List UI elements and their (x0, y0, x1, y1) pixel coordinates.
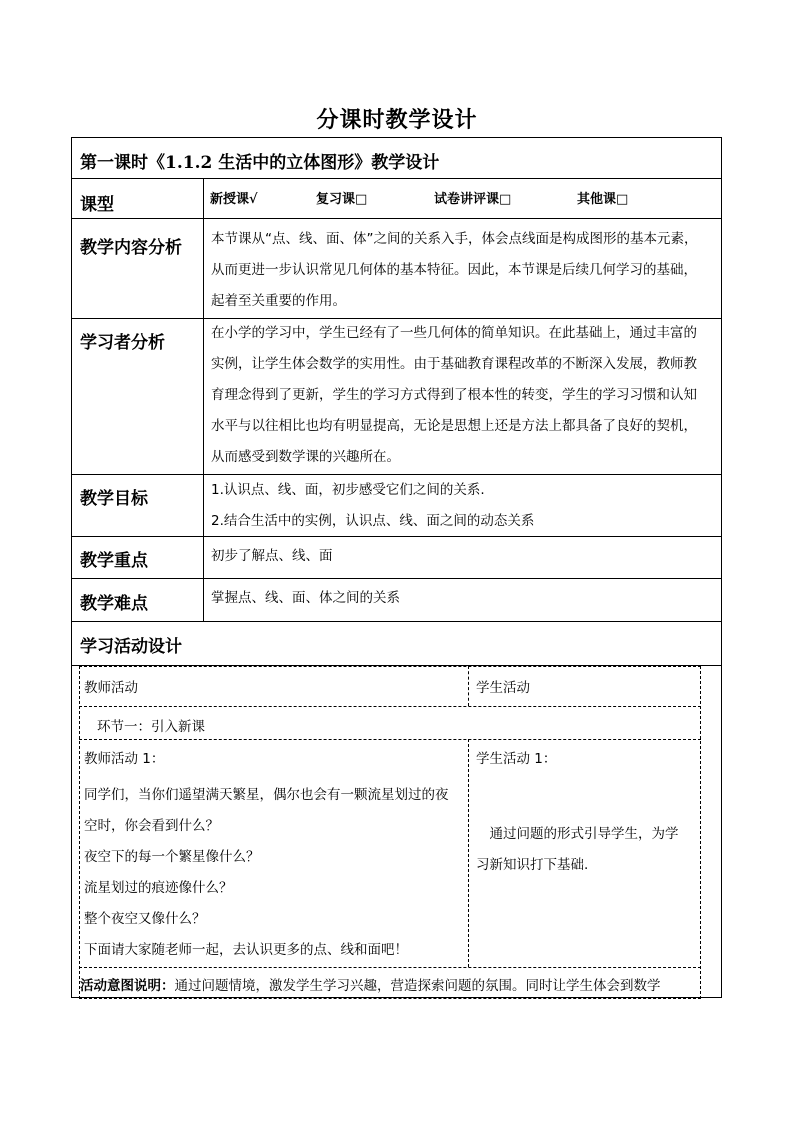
row-divider (72, 218, 721, 219)
objectives-text (211, 475, 534, 537)
difficulties-text: 掌握点、线、面、体之间的关系 (211, 590, 400, 606)
key-points-text: 初步了解点、线、面 (211, 548, 333, 564)
segment-title: 环节一：引入新课 (97, 719, 205, 735)
difficulties-label: 教学难点 (80, 594, 148, 614)
learner-analysis-text (211, 318, 697, 473)
teacher-activity-line: 夜空下的每一个繁星像什么？ (84, 849, 260, 865)
content-analysis-line: 本节课从“点、线、面、体”之间的关系入手，体会点线面是构成图形的基本元素， (211, 231, 698, 247)
activity-column-divider (468, 739, 469, 967)
activity-row-divider (79, 967, 701, 968)
teacher-activity-line: 整个夜空又像什么？ (84, 911, 206, 927)
student-activity-content (476, 819, 679, 881)
learner-analysis-label: 学习者分析 (80, 333, 165, 353)
student-activity-title: 学生活动 1： (476, 751, 557, 767)
objective-item: 1.认识点、线、面，初步感受它们之间的关系. (211, 482, 485, 498)
teacher-activity-line: 流星划过的痕迹像什么？ (84, 880, 233, 896)
lesson-type-option: 复习课□ (316, 192, 368, 207)
teacher-activity-content (84, 780, 449, 966)
lesson-type-label: 课型 (80, 195, 114, 215)
student-activity-header: 学生活动 (476, 680, 530, 696)
objective-item: 2.结合生活中的实例，认识点、线、面之间的动态关系 (211, 513, 535, 529)
activity-intent-note (80, 974, 661, 994)
content-analysis-line: 从而更进一步认识常见几何体的基本特征。因此，本节课是后续几何学习的基础， (211, 262, 697, 278)
teacher-activity-header: 教师活动 (84, 680, 138, 696)
learner-analysis-line: 育理念得到了更新，学生的学习方式得到了根本性的转变，学生的学习习惯和认知 (211, 387, 697, 403)
lesson-design-table (71, 137, 722, 998)
row-divider (72, 621, 721, 622)
student-activity-line: 习新知识打下基础. (476, 857, 589, 873)
teacher-activity-line: 空时，你会看到什么？ (84, 818, 219, 834)
learner-analysis-line: 从而感受到数学课的兴趣所在。 (211, 449, 400, 465)
activity-column-divider (468, 666, 469, 706)
content-analysis-label: 教学内容分析 (80, 238, 182, 258)
activity-intent-label: 活动意图说明： (80, 978, 175, 994)
activity-design-label: 学习活动设计 (80, 637, 182, 657)
row-divider (72, 578, 721, 579)
student-activity-line: 通过问题的形式引导学生，为学 (476, 826, 679, 842)
lesson-title: 第一课时《1.1.2 生活中的立体图形》教学设计 (80, 153, 440, 173)
page-title: 分课时教学设计 (316, 107, 478, 133)
lesson-type-option: 其他课□ (577, 192, 629, 207)
row-divider (72, 178, 721, 179)
learner-analysis-line: 水平与以往相比也均有明显提高，无论是思想上还是方法上都具备了良好的契机， (211, 418, 697, 434)
lesson-type-option: 试卷讲评课□ (434, 192, 512, 207)
teacher-activity-line: 同学们，当你们遥望满天繁星，偶尔也会有一颗流星划过的夜 (84, 787, 449, 803)
column-divider (203, 178, 204, 622)
content-analysis-line: 起着至关重要的作用。 (211, 293, 346, 309)
objectives-label: 教学目标 (80, 489, 148, 509)
lesson-type-option: 新授课√ (210, 192, 258, 207)
content-analysis-text (211, 224, 698, 317)
teacher-activity-line: 下面请大家随老师一起，去认识更多的点、线和面吧！ (84, 942, 408, 958)
activity-row-divider (79, 739, 701, 740)
teacher-activity-title: 教师活动 1： (84, 751, 165, 767)
activity-row-divider (79, 706, 701, 707)
learner-analysis-line: 在小学的学习中，学生已经有了一些几何体的简单知识。在此基础上，通过丰富的 (211, 325, 697, 341)
key-points-label: 教学重点 (80, 551, 148, 571)
activity-intent-text: 通过问题情境，激发学生学习兴趣，营造探索问题的氛围。同时让学生体会到数学 (174, 978, 661, 994)
learner-analysis-line: 实例，让学生体会数学的实用性。由于基础教育课程改革的不断深入发展，教师教 (211, 356, 697, 372)
